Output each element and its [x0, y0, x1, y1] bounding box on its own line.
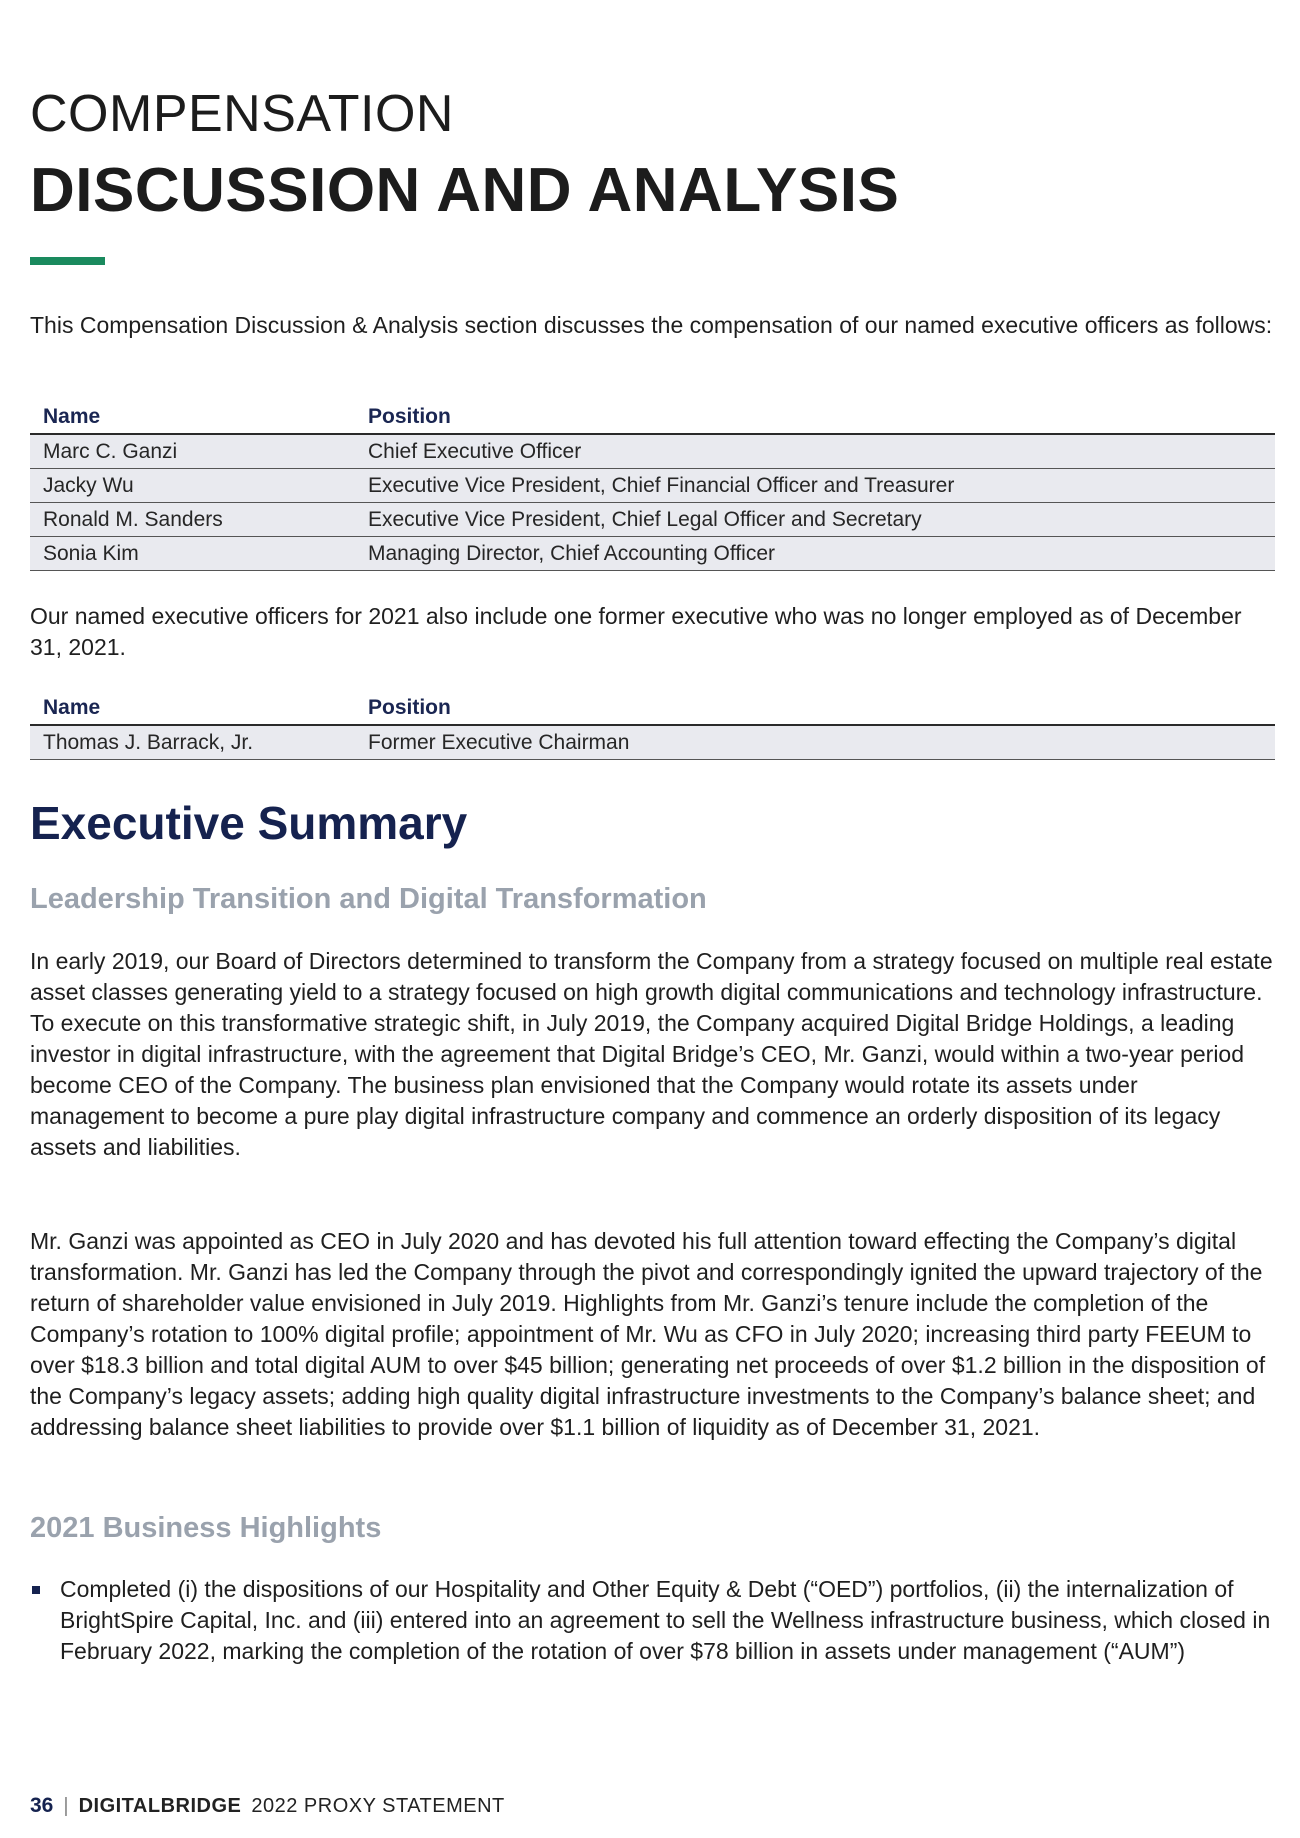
footer-brand: DIGITALBRIDGE: [78, 1794, 242, 1817]
page-number: 36: [30, 1794, 54, 1817]
list-item: [30, 1574, 1275, 1667]
cell-name: Marc C. Ganzi: [43, 439, 178, 463]
square-bullet-icon: [32, 1586, 40, 1594]
intro-paragraph: This Compensation Discussion & Analysis section discusses the compensation of our named executive officers as follows:: [30, 312, 1273, 338]
list-item-text: Completed (i) the dispositions of our Hospitality and Other Equity & Debt (“OED”) portfolios, (ii) the internalization of BrightSpire Capital, Inc. and (iii) entered into an agreement to sell the Wellness infrastructure business, which closed in February 2022, marking the completion of the rotation of over $78 billion in assets under management (“AUM”): [60, 1576, 1271, 1664]
page-title: DISCUSSION AND ANALYSIS: [30, 156, 900, 225]
table-row: [30, 537, 1275, 571]
officers-table: [30, 403, 1275, 571]
column-header-name: Name: [43, 405, 101, 428]
page-footer: [30, 1794, 505, 1818]
table-row: [30, 435, 1275, 469]
column-header-name: Name: [43, 696, 101, 719]
footer-document-title: 2022 PROXY STATEMENT: [251, 1794, 505, 1817]
cell-name: Jacky Wu: [43, 473, 134, 497]
accent-bar: [30, 257, 105, 265]
cell-position: Executive Vice President, Chief Legal Officer and Secretary: [368, 507, 922, 531]
title-top: COMPENSATION: [30, 85, 454, 143]
former-executive-paragraph: Our named executive officers for 2021 also include one former executive who was no longer employed as of December 31, 2021.: [30, 603, 1242, 660]
cell-position: Executive Vice President, Chief Financial Officer and Treasurer: [368, 473, 955, 497]
business-highlights-heading: 2021 Business Highlights: [30, 1512, 382, 1544]
cell-name: Sonia Kim: [43, 541, 139, 565]
cell-name: Thomas J. Barrack, Jr.: [43, 730, 254, 754]
table-header: [30, 403, 1275, 435]
cell-name: Ronald M. Sanders: [43, 507, 223, 531]
cell-position: Managing Director, Chief Accounting Officer: [368, 541, 775, 565]
cell-position: Former Executive Chairman: [368, 730, 630, 754]
cell-position: Chief Executive Officer: [368, 439, 582, 463]
former-officers-table: [30, 694, 1275, 760]
business-highlights-list: [30, 1574, 1275, 1667]
footer-separator: |: [63, 1794, 69, 1817]
table-header: [30, 694, 1275, 726]
column-header-position: Position: [368, 405, 451, 428]
leadership-transition-subheading: Leadership Transition and Digital Transformation: [30, 883, 707, 915]
column-header-position: Position: [368, 696, 451, 719]
table-row: [30, 469, 1275, 503]
executive-summary-paragraph-2: Mr. Ganzi was appointed as CEO in July 2020 and has devoted his full attention toward effecting the Company’s digital transformation. Mr. Ganzi has led the Company through the pivot and correspondingly ignited the upward trajectory of the return of shareholder value envisioned in July 2019. Highlights from Mr. Ganzi’s tenure include the completion of the Company’s rotation to 100% digital profile; appointment of Mr. Wu as CFO in July 2020; increasing third party FEEUM to over $18.3 billion and total digital AUM to over $45 billion; generating net proceeds of over $1.2 billion in the disposition of the Company’s legacy assets; adding high quality digital infrastructure investments to the Company’s balance sheet; and addressing balance sheet liabilities to provide over $1.1 billion of liquidity as of December 31, 2021.: [30, 1228, 1266, 1440]
table-row: [30, 503, 1275, 537]
table-row: [30, 726, 1275, 760]
executive-summary-paragraph-1: In early 2019, our Board of Directors determined to transform the Company from a strategy focused on multiple real estate asset classes generating yield to a strategy focused on high growth digital communications and technology infrastructure. To execute on this transformative strategic shift, in July 2019, the Company acquired Digital Bridge Holdings, a leading investor in digital infrastructure, with the agreement that Digital Bridge’s CEO, Mr. Ganzi, would within a two-year period become CEO of the Company. The business plan envisioned that the Company would rotate its assets under management to become a pure play digital infrastructure company and commence an orderly disposition of its legacy assets and liabilities.: [30, 948, 1273, 1160]
executive-summary-heading: Executive Summary: [30, 797, 468, 849]
